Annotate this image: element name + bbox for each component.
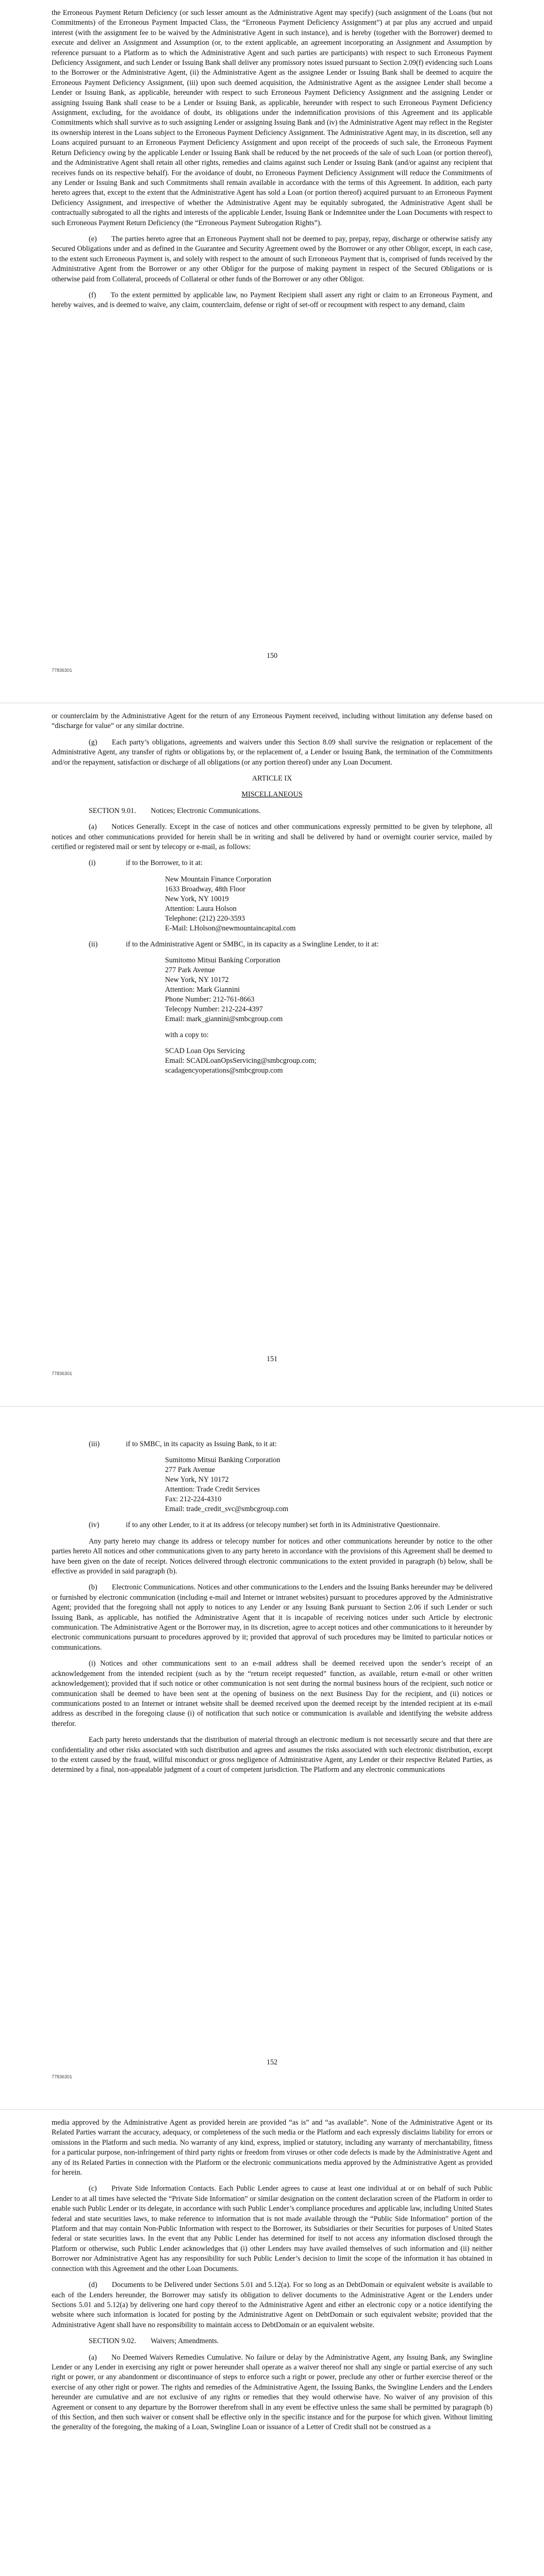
address-line: New Mountain Finance Corporation — [165, 875, 272, 884]
paragraph-f: (f) To the extent permitted by applicable law, no Payment Recipient shall assert any right or claim to an Erroneous Payment, and hereby waives, and is deemed to waive, any claim, counterclaim, defense or right of set-off or recoupment with respect to any demand, claim — [52, 291, 492, 310]
list-item — [52, 940, 492, 950]
document-id: 77836301 — [52, 2074, 73, 2079]
document-id: 77836301 — [52, 668, 73, 673]
borrower-address — [165, 875, 492, 934]
address-line: E-Mail: LHolson@newmountaincapital.com — [165, 924, 296, 933]
paragraph: the Erroneous Payment Return Deficiency (or such lesser amount as the Administrative Agent may specify) (such assignment of the Loans (but not Commitments) of the Erroneous Payment Impacted Class, the “Erroneous Payment Deficiency Assignment”) at par plus any accrued and unpaid interest (with the assignment fee to be waived by the Administrative Agent in such instance), and is hereby (together with the Borrower) deemed to execute and deliver an Assignment and Assumption (or, to the extent applicable, an agreement incorporating an Assignment and Assumption by reference pursuant to a Platform as to which the Administrative Agent and such parties are participants) with respect to such Erroneous Payment Deficiency Assignment, and such Lender or Issuing Bank shall deliver any promissory notes issued pursuant to Section 2.09(f) evidencing such Loans to the Borrower or the Administrative Agent, (ii) the Administrative Agent as the assignee Lender or Issuing Bank shall be deemed to acquire the Erroneous Payment Deficiency Assignment, (iii) upon such deemed acquisition, the Administrative Agent as the assignee Lender shall become a Lender or Issuing Bank, as applicable, hereunder with respect to such Erroneous Payment Deficiency Assignment and the assigning Lender or assigning Issuing Bank shall cease to be a Lender or Issuing Bank, as applicable, hereunder with respect to such Erroneous Payment Deficiency Assignment, excluding, for the avoidance of doubt, its obligations under the indemnification provisions of this Agreement and its applicable Commitments which shall survive as to such assigning Lender or assigning Issuing Bank and (iv) the Administrative Agent may reflect in the Register its ownership interest in the Loans subject to the Erroneous Payment Deficiency Assignment. The Administrative Agent may, in its discretion, sell any Loans acquired pursuant to an Erroneous Payment Deficiency Assignment and upon receipt of the proceeds of such sale, the Erroneous Payment Return Deficiency owing by the applicable Lender or Issuing Bank shall be reduced by the net proceeds of the sale of such Loan (or portion thereof), and the Administrative Agent shall retain all other rights, remedies and claims against such Lender or Issuing Bank (and/or against any recipient that receives funds on its respective behalf). For the avoidance of doubt, no Erroneous Payment Deficiency Assignment will reduce the Commitments of any Lender or Issuing Bank and such Commitments shall remain available in accordance with the terms of this Agreement. In addition, each party hereto agrees that, except to the extent that the Administrative Agent has sold a Loan (or portion thereof) acquired pursuant to an Erroneous Payment Deficiency Assignment, and irrespective of whether the Administrative Agent may be equitably subrogated, the Administrative Agent shall be contractually subrogated to all the rights and interests of the applicable Lender, Issuing Bank or Indemnitee under the Loan Documents with respect to such Erroneous Payment Return Deficiency (the “Erroneous Payment Subrogation Rights”). — [52, 9, 492, 227]
paragraph-a: (a) Notices Generally. Except in the case of notices and other communications expressly permitted to be given by telephone, all notices and other communications provided for herein shall be in writing and shall be delivered by hand or overnight courier service, mailed by certified or registered mail or sent by telecopy or e-mail, as follows: — [52, 823, 492, 852]
item-number: (iv) — [89, 1521, 100, 1530]
address-line: Attention: Trade Credit Services — [165, 1485, 260, 1494]
section-heading: SECTION 9.02. Waivers; Amendments. — [89, 2337, 219, 2346]
address-line: SCAD Loan Ops Servicing — [165, 1047, 245, 1056]
address-line: Telephone: (212) 220-3593 — [165, 914, 245, 923]
address-line: Email: trade_credit_svc@smbcgroup.com — [165, 1505, 289, 1514]
address-line: Phone Number: 212-761-8663 — [165, 995, 255, 1004]
list-item — [52, 1520, 492, 1530]
page-153 — [0, 2110, 544, 2576]
paragraph: Each party hereto understands that the distribution of material through an electronic medium is not necessarily secure and that there are confidentiality and other risks associated with such distribution and agrees and assumes the risks associated with such electronic distribution, except to the extent caused by the fraud, willful misconduct or gross negligence of Administrative Agent, any Lender or their respective Related Parties, as determined by a final, non-appealable judgment of a court of competent jurisdiction. The Platform and any electronic communications — [52, 1736, 492, 1774]
page-number: 150 — [266, 652, 278, 660]
item-text: if to SMBC, in its capacity as Issuing Bank, to it at: — [126, 1440, 277, 1448]
address-line: Attention: Laura Holson — [165, 904, 237, 913]
item-number: (iii) — [89, 1440, 100, 1448]
issuing-bank-address — [165, 1455, 492, 1514]
item-number: (ii) — [89, 940, 98, 948]
address-line: New York, NY 10172 — [165, 1476, 229, 1484]
paragraph: (i) Notices and other communications sent to an e-mail address shall be deemed received upon the sender’s receipt of an acknowledgement from the intended recipient (such as by the “return receipt requested” function, as available, return e-mail or other written acknowledgement); provided that if such notice or other communication is not sent during the normal business hours of the recipient, such notice or communication shall be deemed to have been sent at the opening of business on the next Business Day for the recipient, and (ii) notices or communications posted to an Internet or intranet website shall be deemed received upon the deemed receipt by the intended recipient at its e-mail address as described in the foregoing clause (i) of notification that such notice or communication is available and identifying the website address therefor. — [52, 1659, 492, 1728]
address-line: Email: mark_giannini@smbcgroup.com — [165, 1015, 283, 1024]
address-line: New York, NY 10019 — [165, 894, 229, 903]
copy-address — [165, 1046, 492, 1076]
paragraph-c: (c) Private Side Information Contacts. Each Public Lender agrees to cause at least one individual at or on behalf of such Public Lender to at all times have selected the “Private Side Information” or similar designation on the content declaration screen of the Platform in order to enable such Public Lender or its delegate, in accordance with such Public Lender’s compliance procedures and applicable law, including United States federal and state securities laws, to make reference to information that is not made available through the “Public Side Information” portion of the Platform and that may contain Non-Public Information with respect to the Borrower, its Subsidiaries or their Securities for purposes of United States federal or state securities laws. In the event that any Public Lender has determined for itself to not access any information disclosed through the Platform or otherwise, such Public Lender acknowledges that (i) other Lenders may have availed themselves of such information and (ii) neither Borrower nor Administrative Agent has any responsibility for such Public Lender’s decision to limit the scope of the information it has obtained in connection with this Agreement and the other Loan Documents. — [52, 2184, 492, 2273]
paragraph-b: (b) Electronic Communications. Notices and other communications to the Lenders and the Issuing Banks hereunder may be delivered or furnished by electronic communication (including e-mail and Internet or intranet websites) pursuant to procedures approved by the Administrative Agent; provided that the foregoing shall not apply to notices to any Lender or any Issuing Bank pursuant to Section 2.06 if such Lender or such Issuing Bank, as applicable, has notified the Administrative Agent that it is incapable of receiving notices under such Article by electronic communication. The Administrative Agent or the Borrower may, in its discretion, agree to accept notices and other communications to it hereunder by electronic communications pursuant to procedures approved by it; provided that approval of such procedures may be limited to particular notices or communications. — [52, 1583, 492, 1652]
page-152 — [0, 1406, 544, 2110]
with-copy-label: with a copy to: — [165, 1031, 209, 1040]
list-item — [52, 1439, 492, 1449]
address-line: Sumitomo Mitsui Banking Corporation — [165, 956, 281, 965]
page-150 — [0, 0, 544, 703]
section-heading: SECTION 9.01. Notices; Electronic Communications. — [89, 806, 261, 815]
document-id: 77836301 — [52, 1371, 73, 1376]
address-line: Fax: 212-224-4310 — [165, 1495, 222, 1504]
address-line: Sumitomo Mitsui Banking Corporation — [165, 1456, 281, 1465]
item-number: (i) — [89, 859, 96, 868]
address-line: 277 Park Avenue — [165, 1466, 215, 1475]
item-text: if to any other Lender, to it at its address (or telecopy number) set forth in its Administrative Questionnaire. — [126, 1521, 440, 1530]
address-line: Telecopy Number: 212-224-4397 — [165, 1005, 263, 1014]
paragraph: media approved by the Administrative Agent as provided herein are provided “as is” and “as available”. None of the Administrative Agent or its Related Parties warrant the accuracy, adequacy, or completeness of the such media or the Platform and each expressly disclaims liability for errors or omissions in the Platform and such media. No warranty of any kind, express, implied or statutory, including any warranty of merchantability, fitness for a particular purpose, non-infringement of third party rights or freedom from viruses or other code defects is made by the Administrative Agent and any of its Related Parties in connection with the Platform or the electronic communications media approved by the Administrative Agent as provided for herein. — [52, 2119, 492, 2177]
paragraph-g: (g) Each party’s obligations, agreements and waivers under this Section 8.09 shall survive the resignation or replacement of the Administrative Agent, any transfer of rights or obligations by, or the replacement of, a Lender or Issuing Bank, the termination of the Commitments and/or the repayment, satisfaction or discharge of all obligations (or any portion thereof) under any Loan Document. — [52, 738, 492, 767]
page-number: 151 — [266, 1355, 278, 1363]
item-text: if to the Borrower, to it at: — [126, 859, 203, 868]
paragraph: Any party hereto may change its address or telecopy number for notices and other communications hereunder by notice to the other parties hereto All notices and other communications given to any party hereto in accordance with the provisions of this Agreement shall be deemed to have been given on the date of receipt. Notices delivered through electronic communications to the extent provided in paragraph (b) below, shall be effective as provided in said paragraph (b). — [52, 1537, 492, 1576]
item-text: if to the Administrative Agent or SMBC, in its capacity as a Swingline Lender, to it at: — [126, 940, 379, 948]
address-line: scadagencyoperations@smbcgroup.com — [165, 1066, 283, 1075]
address-line: 277 Park Avenue — [165, 966, 215, 975]
address-line: Email: SCADLoanOpsServicing@smbcgroup.com; — [165, 1057, 317, 1065]
paragraph-d: (d) Documents to be Delivered under Sections 5.01 and 5.12(a). For so long as an DebtDomain or equivalent website is available to each of the Lenders hereunder, the Borrower may satisfy its obligation to deliver documents to the Administrative Agent or the Lenders under Sections 5.01 and 5.12(a) by delivering one hard copy thereof to the Administrative Agent and either an electronic copy or a notice identifying the website where such information is located for posting by the Administrative Agent on DebtDomain or such equivalent website; provided that the Administrative Agent shall have no responsibility to maintain access to DebtDomain or an equivalent website. — [52, 2281, 492, 2329]
list-item — [52, 858, 492, 868]
article-title: MISCELLANEOUS — [241, 790, 303, 799]
address-line: 1633 Broadway, 48th Floor — [165, 885, 245, 893]
page-151 — [0, 703, 544, 1406]
address-line: Attention: Mark Giannini — [165, 986, 240, 994]
paragraph-e: (e) The parties hereto agree that an Erroneous Payment shall not be deemed to pay, prepay, repay, discharge or otherwise satisfy any Secured Obligations under and as defined in the Guarantee and Security Agreement owed by the Borrower or any other Obligor, except, in each case, to the extent such Erroneous Payment is, and solely with respect to the amount of such Erroneous Payment that is, comprised of funds received by the Administrative Agent from the Borrower or any other Obligor for the purpose of making payment in respect of the Secured Obligations or is otherwise paid from Collateral, proceeds of Collateral or other funds of the Borrower or any other Obligor. — [52, 234, 492, 283]
agent-address — [165, 956, 492, 1024]
paragraph: or counterclaim by the Administrative Agent for the return of any Erroneous Payment received, including without limitation any defense based on “discharge for value” or any similar doctrine. — [52, 712, 492, 731]
page-number: 152 — [266, 2058, 278, 2066]
paragraph-a: (a) No Deemed Waivers Remedies Cumulative. No failure or delay by the Administrative Agent, any Issuing Bank, any Swingline Lender or any Lender in exercising any right or power hereunder shall operate as a waiver thereof nor shall any single or partial exercise of any such right or power, or any abandonment or discontinuance of steps to enforce such a right or power, preclude any other or further exercise thereof or the exercise of any other right or power. The rights and remedies of the Administrative Agent, the Issuing Banks, the Swingline Lenders and the Lenders hereunder are cumulative and are not exclusive of any rights or remedies that they would otherwise have. No waiver of any provision of this Agreement or consent to any departure by the Borrower therefrom shall in any event be effective unless the same shall be permitted by paragraph (b) of this Section, and then such waiver or consent shall be effective only in the specific instance and for the purpose for which given. Without limiting the generality of the foregoing, the making of a Loan, Swingline Loan or issuance of a Letter of Credit shall not be construed as a — [52, 2353, 492, 2432]
address-line: New York, NY 10172 — [165, 976, 229, 985]
article-number: ARTICLE IX — [252, 774, 292, 783]
